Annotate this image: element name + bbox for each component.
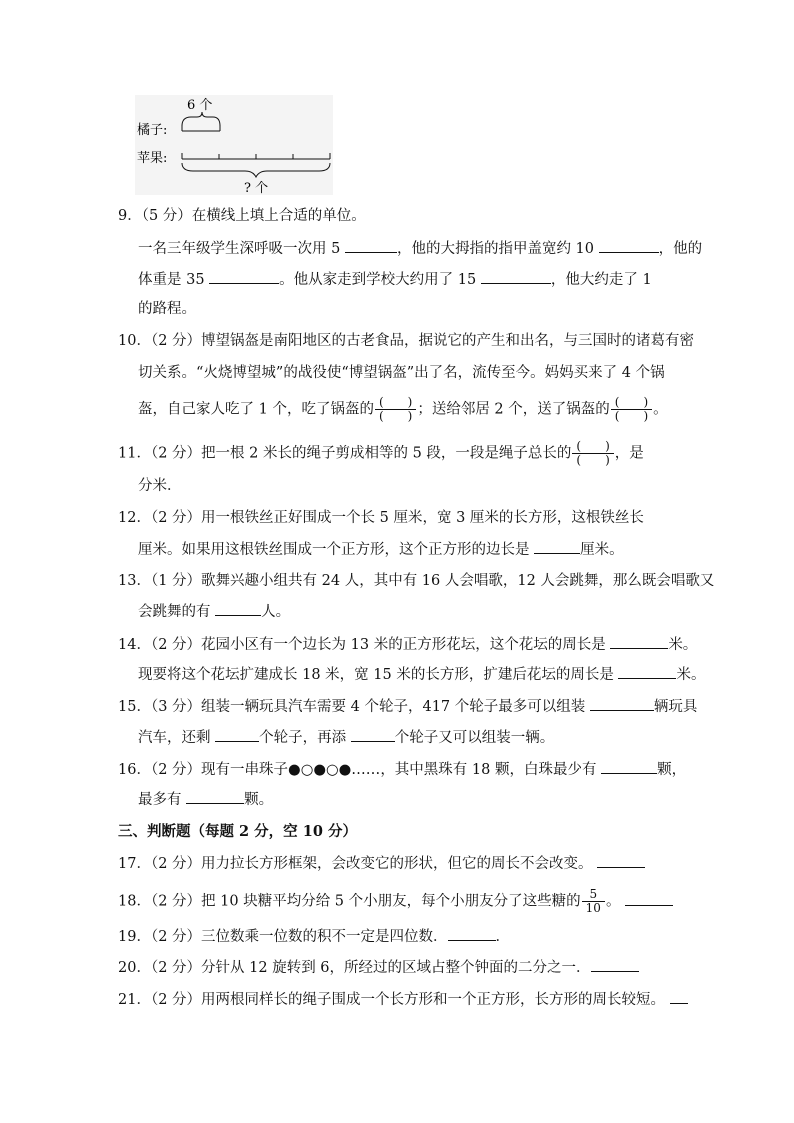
answer-blank[interactable] xyxy=(591,957,639,972)
q19-line: 19．（2 分）三位数乘一位数的积不一定是四位数． ． xyxy=(118,926,510,947)
q9-line3: 的路程。 xyxy=(138,301,196,317)
answer-blank[interactable] xyxy=(448,926,496,941)
answer-blank[interactable] xyxy=(670,989,688,1004)
answer-blank[interactable] xyxy=(590,696,654,711)
answer-blank[interactable] xyxy=(215,727,259,742)
answer-blank[interactable] xyxy=(186,789,244,804)
comparison-diagram xyxy=(135,95,333,195)
answer-blank[interactable] xyxy=(599,238,659,253)
q9-line2: 体重是 35 。他从家走到学校大约用了 15 ，他大约走了 1 xyxy=(138,269,652,290)
top-count-label: 6 个 xyxy=(187,98,213,113)
answer-blank[interactable] xyxy=(625,891,673,906)
q14-line1: 14．（2 分）花园小区有一个边长为 13 米的正方形花坛，这个花坛的周长是 米。 xyxy=(118,634,697,655)
answer-blank[interactable] xyxy=(351,727,395,742)
answer-blank[interactable] xyxy=(481,269,551,284)
answer-blank[interactable] xyxy=(601,759,657,774)
fraction-blank[interactable]: $\frac{( )}{( )}$ xyxy=(572,440,613,467)
q16-line2: 最多有 颗。 xyxy=(138,789,273,810)
answer-blank[interactable] xyxy=(618,664,676,679)
answer-blank[interactable] xyxy=(345,238,397,253)
q17-line: 17．（2 分）用力拉长方形框架，会改变它的形状，但它的周长不会改变。 xyxy=(118,853,645,874)
q9-head: 9．（5 分）在横线上填上合适的单位。 xyxy=(118,208,366,224)
q18-line: 18．（2 分）把 10 块糖平均分给 5 个小朋友，每个小朋友分了这些糖的 $\frac{5}{10}$ 。 xyxy=(118,888,673,915)
q11-line1: 11．（2 分）把一根 2 米长的绳子剪成相等的 5 段，一段是绳子总长的 $\frac{( )}{( )}$ ，是 xyxy=(118,439,644,467)
q13-line1: 13．（1 分）歌舞兴趣小组共有 24 人，其中有 16 人会唱歌，12 人会跳舞，那么既会唱歌又 xyxy=(118,573,715,589)
q14-line2: 现要将这个花坛扩建成长 18 米，宽 15 米的长方形，扩建后花坛的周长是 米。 xyxy=(138,664,705,685)
apples-label: 苹果: xyxy=(137,151,168,166)
bottom-count-label: ? 个 xyxy=(244,181,269,195)
fraction-blank[interactable]: $\frac{( )}{( )}$ xyxy=(375,396,416,423)
segment-diagram-svg xyxy=(135,95,333,195)
q13-line2: 会跳舞的有 人。 xyxy=(138,601,290,622)
answer-blank[interactable] xyxy=(209,269,279,284)
q20-line: 20．（2 分）分针从 12 旋转到 6，所经过的区域占整个钟面的二分之一． xyxy=(118,957,639,978)
q10-line2: 切关系。“火烧博望城”的战役使“博望锅盔”出了名，流传至今。妈妈买来了 4 个锅 xyxy=(138,365,665,381)
q15-line2: 汽车，还剩 个轮子，再添 个轮子又可以组装一辆。 xyxy=(138,727,554,748)
fraction-blank[interactable]: $\frac{( )}{( )}$ xyxy=(611,396,652,423)
fraction-5-10: $\frac{5}{10}$ xyxy=(582,888,605,915)
q21-line: 21．（2 分）用两根同样长的绳子围成一个长方形和一个正方形，长方形的周长较短。 xyxy=(118,989,688,1010)
q11-line2: 分米． xyxy=(138,478,182,494)
q12-line1: 12．（2 分）用一根铁丝正好围成一个长 5 厘米，宽 3 厘米的长方形，这根铁丝长 xyxy=(118,510,644,526)
answer-blank[interactable] xyxy=(597,853,645,868)
q16-line1: 16．（2 分）现有一串珠子●○●○●……，其中黑珠有 18 颗，白珠最少有 颗， xyxy=(118,759,686,780)
answer-blank[interactable] xyxy=(215,601,261,616)
beads-sequence: ●○●○●…… xyxy=(288,762,381,778)
answer-blank[interactable] xyxy=(534,539,580,554)
section-3-title: 三、判断题（每题 2 分，空 10 分） xyxy=(118,823,357,840)
q10-line3: 盔，自己家人吃了 1 个，吃了锅盔的 $\frac{( )}{( )}$ ；送给邻居 2 个，送了锅盔的 $\frac{( )}{( )}$ 。 xyxy=(138,395,668,423)
q9-line1: 一名三年级学生深呼吸一次用 5 ，他的大拇指的指甲盖宽约 10 ，他的 xyxy=(138,238,702,259)
q15-line1: 15．（3 分）组装一辆玩具汽车需要 4 个轮子，417 个轮子最多可以组装 辆玩具 xyxy=(118,696,697,717)
q10-line1: 10．（2 分）博望锅盔是南阳地区的古老食品，据说它的产生和出名，与三国时的诸葛有密 xyxy=(118,333,695,349)
answer-blank[interactable] xyxy=(610,634,668,649)
q12-line2: 厘米。如果用这根铁丝围成一个正方形，这个正方形的边长是 厘米。 xyxy=(138,539,624,560)
oranges-label: 橘子: xyxy=(137,123,168,138)
